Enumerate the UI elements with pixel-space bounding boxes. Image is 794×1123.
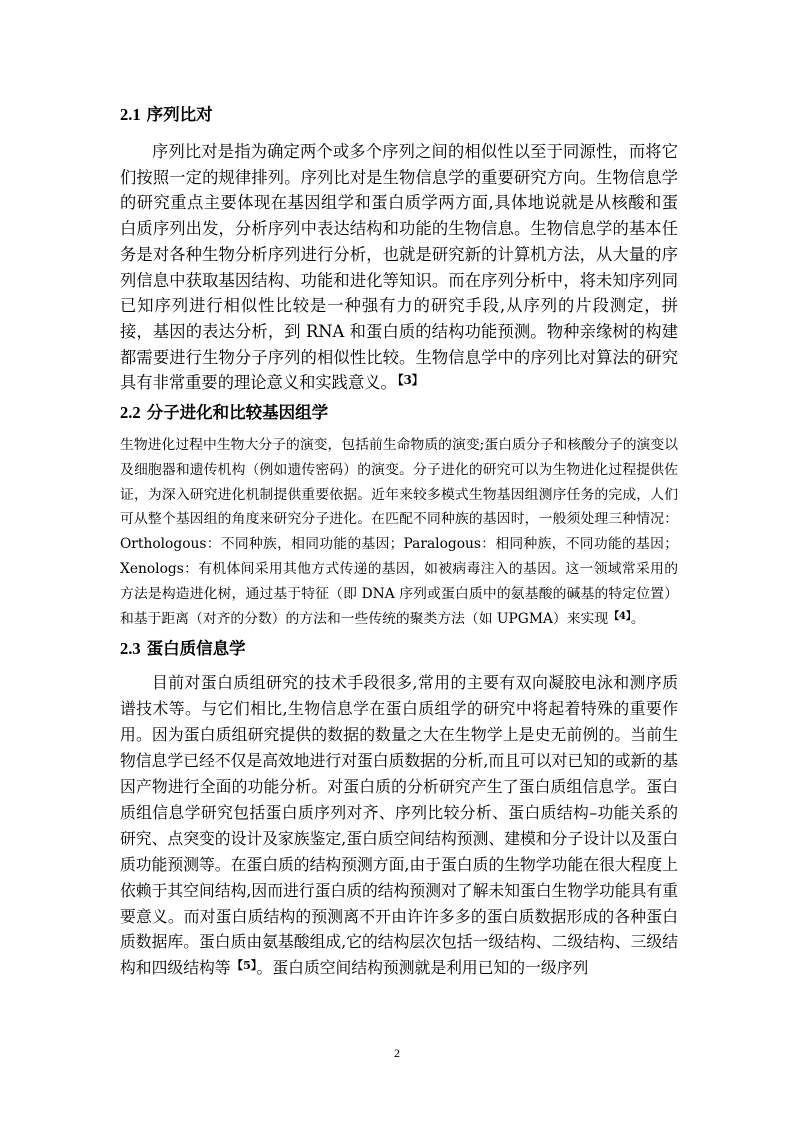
section-title: 蛋白质信息学 [146,639,246,659]
section-paragraph-2-2 [120,433,678,631]
section-number: 2.2 [120,403,141,423]
paragraph-text: 目前对蛋白质组研究的技术手段很多,常用的主要有双向凝胶电泳和测序质谱技术等。与它们相比,生物信息学在蛋白质组学的研究中将起着特殊的重要作用。因为蛋白质组研究提供的数据的数量之大在生物学上是史无前例的。当前生物信息学已经不仅是高效地进行对蛋白质数据的分析,而且可以对已知的或新的基因产物进行全面的功能分析。对蛋白质的分析研究产生了蛋白质组信息学。蛋白质组信息学研究包括蛋白质序列对齐、序列比较分析、蛋白质结构–功能关系的研究、点突变的设计及家族鉴定,蛋白质空间结构预测、建模和分子设计以及蛋白质功能预测等。在蛋白质的结构预测方面,由于蛋白质的生物学功能在很大程度上依赖于其空间结构,因而进行蛋白质的结构预测对了解未知蛋白生物学功能具有重要意义。而对蛋白质结构的预测离不开由许许多多的蛋白质数据形成的各种蛋白质数据库。蛋白质由氨基酸组成,它的结构层次包括一级结构、二级结构、三级结构和四级结构等 [120,673,678,978]
paragraph-text: 生物进化过程中生物大分子的演变，包括前生命物质的演变;蛋白质分子和核酸分子的演变以及细胞器和遗传机构（例如遗传密码）的演变。分子进化的研究可以为生物进化过程提供佐证，为深入研究进化机制提供重要依据。近年来较多模式生物基因组测序任务的完成，人们可从整个基因组的角度来研究分子进化。在匹配不同种族的基因时，一般须处理三种情况：Orthologous：不同种族，相同功能的基因；Paralogous：相同种族，不同功能的基因；Xenologs：有机体间采用其他方式传递的基因，如被病毒注入的基因。这一领域常采用的方法是构造进化树，通过基于特征（即 DNA 序列或蛋白质中的氨基酸的碱基的特定位置）和基于距离（对齐的分数）的方法和一些传统的聚类方法（如 UPGMA）来实现 [120,437,678,627]
section-heading-2-1 [120,104,678,126]
section-heading-2-2 [120,402,678,424]
section-number: 2.1 [120,105,141,124]
citation-ref[interactable]: 【5】 [231,958,257,973]
section-number: 2.3 [120,639,141,659]
section-paragraph-2-3 [120,670,678,981]
paragraph-tail: 。 [630,610,645,627]
section-title: 序列比对 [146,105,213,124]
citation-ref[interactable]: 【3】 [397,373,424,388]
paragraph-tail: 。蛋白质空间结构预测就是利用已知的一级序列 [256,958,589,978]
section-paragraph-2-1 [120,139,678,396]
document-page [120,104,678,981]
section-title: 分子进化和比较基因组学 [146,403,329,423]
citation-ref[interactable]: 【4】 [609,611,631,623]
page-number: 2 [394,1046,400,1060]
paragraph-text: 序列比对是指为确定两个或多个序列之间的相似性以至于同源性，而将它们按照一定的规律排列。序列比对是生物信息学的重要研究方向。生物信息学的研究重点主要体现在基因组学和蛋白质学两方面,具体地说就是从核酸和蛋白质序列出发，分析序列中表达结构和功能的生物信息。生物信息学的基本任务是对各种生物分析序列进行分析，也就是研究新的计算机方法，从大量的序列信息中获取基因结构、功能和进化等知识。而在序列分析中，将未知序列同已知序列进行相似性比较是一种强有力的研究手段,从序列的片段测定，拼接，基因的表达分析，到 RNA 和蛋白质的结构功能预测。物种亲缘树的构建都需要进行生物分子序列的相似性比较。生物信息学中的序列比对算法的研究具有非常重要的理论意义和实践意义。 [120,142,678,393]
section-heading-2-3 [120,638,678,660]
